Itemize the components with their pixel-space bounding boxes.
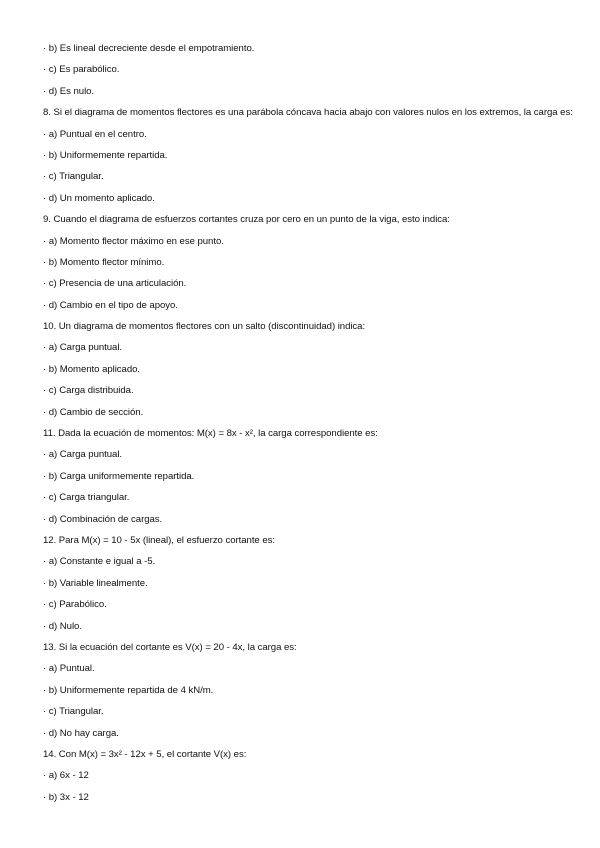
answer-option: · c) Triangular. bbox=[43, 706, 104, 718]
answer-option: · b) Momento flector mínimo. bbox=[43, 256, 165, 268]
answer-option: · d) No hay carga. bbox=[43, 727, 119, 739]
answer-option: · b) Uniformemente repartida. bbox=[43, 149, 168, 161]
answer-option: · a) Puntual en el centro. bbox=[43, 128, 147, 140]
answer-option: · c) Es parabólico. bbox=[43, 64, 120, 76]
answer-option: · a) Momento flector máximo en ese punto. bbox=[43, 235, 224, 247]
answer-option: · c) Carga triangular. bbox=[43, 492, 130, 504]
answer-option: · d) Un momento aplicado. bbox=[43, 192, 155, 204]
answer-option: · b) Es lineal decreciente desde el empotramiento. bbox=[43, 43, 255, 54]
question-text: 12. Para M(x) = 10 - 5x (lineal), el esfuerzo cortante es: bbox=[43, 534, 275, 546]
answer-option: · a) Carga puntual. bbox=[43, 449, 123, 461]
answer-option: · d) Cambio de sección. bbox=[43, 406, 144, 418]
question-text: 14. Con M(x) = 3x² - 12x + 5, el cortante V(x) es: bbox=[43, 748, 247, 760]
answer-option: · b) Uniformemente repartida de 4 kN/m. bbox=[43, 684, 214, 696]
answer-option: · a) Carga puntual. bbox=[43, 342, 123, 354]
answer-option: · a) 6x - 12 bbox=[43, 770, 89, 782]
question-text: 9. Cuando el diagrama de esfuerzos cortantes cruza por cero en un punto de la viga, esto indica: bbox=[43, 214, 450, 226]
question-text: 11. Dada la ecuación de momentos: M(x) = 8x - x², la carga correspondiente es: bbox=[43, 428, 378, 440]
answer-option: · c) Presencia de una articulación. bbox=[43, 278, 187, 290]
answer-option: · b) Carga uniformemente repartida. bbox=[43, 470, 195, 482]
answer-option: · d) Cambio en el tipo de apoyo. bbox=[43, 299, 178, 311]
question-text: 13. Si la ecuación del cortante es V(x) = 20 - 4x, la carga es: bbox=[43, 641, 297, 653]
question-text: 10. Un diagrama de momentos flectores con un salto (discontinuidad) indica: bbox=[43, 321, 366, 333]
answer-option: · d) Nulo. bbox=[43, 620, 82, 632]
answer-option: · d) Es nulo. bbox=[43, 85, 95, 97]
question-text: 8. Si el diagrama de momentos flectores es una parábola cóncava hacia abajo con valores nulos en los extremos, la carga es: bbox=[43, 107, 573, 119]
answer-option: · a) Constante e igual a -5. bbox=[43, 556, 156, 568]
answer-option: · c) Parabólico. bbox=[43, 599, 107, 611]
answer-option: · b) 3x - 12 bbox=[43, 791, 89, 803]
answer-option: · b) Momento aplicado. bbox=[43, 363, 141, 375]
document-page bbox=[43, 38, 583, 808]
answer-option: · c) Carga distribuida. bbox=[43, 385, 134, 397]
answer-option: · b) Variable linealmente. bbox=[43, 577, 148, 589]
answer-option: · a) Puntual. bbox=[43, 663, 95, 675]
answer-option: · d) Combinación de cargas. bbox=[43, 513, 163, 525]
answer-option: · c) Triangular. bbox=[43, 171, 104, 183]
